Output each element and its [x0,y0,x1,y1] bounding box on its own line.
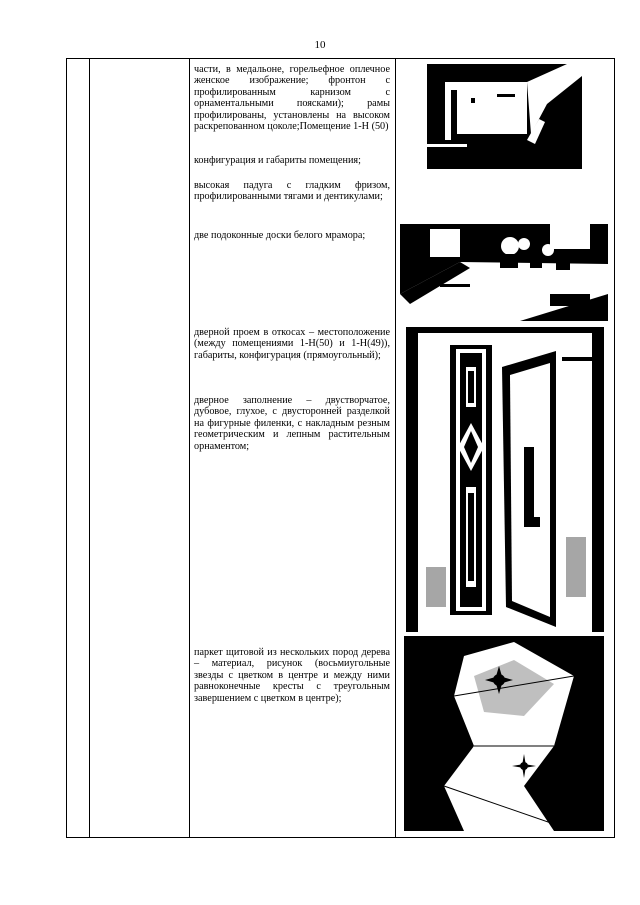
entry-padug-frieze: высокая падуга с гладким фризом, профилированными тягами и дентикулами; [194,180,390,203]
monument-table [66,58,615,838]
photo-double-door [406,327,604,632]
column-divider-3 [395,59,396,837]
entry-door-opening: дверной проем в откосах – местоположение (между помещениями 1-Н(50) и 1-Н(49)), габариты, конфигурация (прямоугольный); [194,327,390,361]
entry-window-sills: две подоконные доски белого мрамора; [194,230,366,241]
entry-room-configuration: конфигурация и габариты помещения; [194,155,361,166]
photo-parquet [404,636,604,831]
photo-window-frame [427,64,582,169]
entry-window-frames: части, в медальоне, горельефное оплечное женское изображение; фронтон с профилированным карнизом с орнаментальными поясками); рамы профилированы, установлены на высоком раскрепованном цоколе;Помещение 1-Н (50) [194,64,390,133]
page-number: 10 [314,39,326,51]
entry-door-leaves: дверное заполнение – двустворчатое, дубовое, глухое, с двусторонней разделкой на фигурные филенки, с накладным резным геометрическим и лепным растительным орнаментом; [194,395,390,452]
photo-window-sills [400,224,608,321]
column-divider-2 [189,59,190,837]
entry-parquet: паркет щитовой из нескольких пород дерева – материал, рисунок (восьмиугольные звезды с цветком в центре и между ними равноконечные кресты с треугольным завершением с цветком в центре); [194,647,390,704]
column-divider-1 [89,59,90,837]
